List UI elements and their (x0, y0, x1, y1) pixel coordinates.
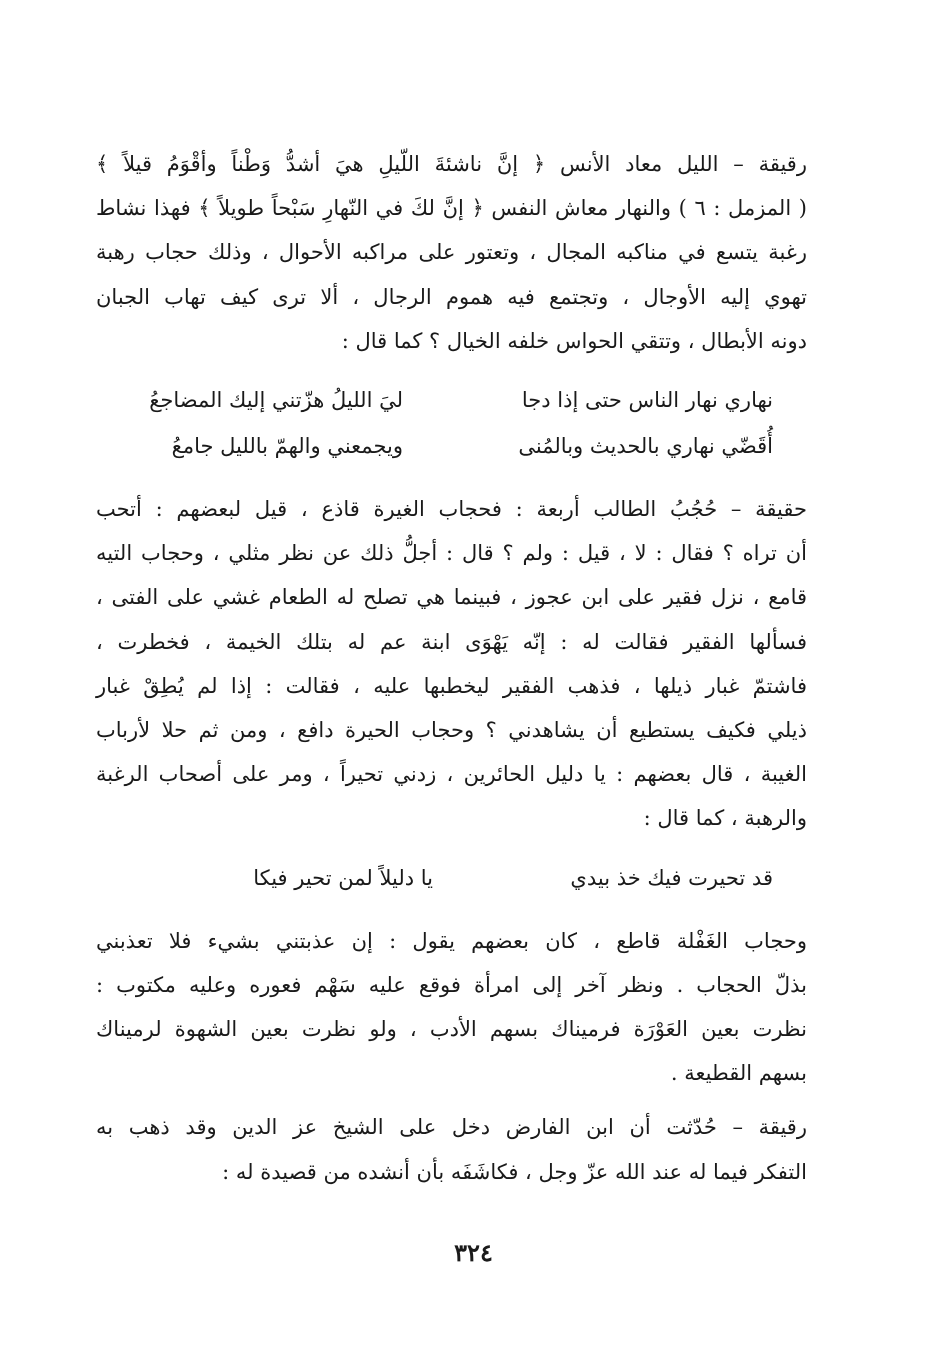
text-line: فاشتمّ غبار ذيلها ، فذهب الفقير ليخطبها عليه ، فقالت : إذا لم يُطِقْ غبار (96, 673, 807, 698)
verse-second-hemistich: ليَ الليلُ هزّتني إليك المضاجعُ (149, 388, 403, 413)
poem-verses-bewilderment (96, 855, 807, 901)
text-line: وحجاب الغَفْلة قاطع ، كان بعضهم يقول : إن عذبتني بشيء فلا تعذبني (96, 928, 807, 953)
text-line: فسألها الفقير فقالت له : إنّه يَهْوَى ابنة عم له بتلك الخيمة ، فخطرت ، (96, 629, 807, 654)
paragraph-ibn-al-farid (96, 1105, 807, 1193)
paragraph-veil-of-heedlessness (96, 919, 807, 1096)
text-line: والرهبة ، كما قال : (643, 806, 807, 831)
verse-second-hemistich: ويجمعني والهمّ بالليل جامعُ (171, 434, 403, 459)
text-line: التفكر فيما له عند الله عزّ وجل ، فكاشَفَه بأن أنشده من قصيدة له : (222, 1159, 807, 1184)
text-line: أن تراه ؟ فقال : لا ، قيل : ولم ؟ قال : أجلُّ ذلك عن نظر مثلي ، وحجاب التيه (96, 541, 807, 566)
poem-verse (96, 377, 773, 423)
text-line: رقيقة – حُدّثت أن ابن الفارض دخل على الشيخ عز الدين وقد ذهب به (96, 1115, 807, 1140)
text-line: ( المزمل : ٦ ) والنهار معاش النفس ﴿ إنَّ لكَ في النّهارِ سَبْحاً طويلاً ﴾ فهذا نشاط (96, 196, 807, 221)
text-line: ذيلي فكيف يستطيع أن يشاهدني ؟ وحجاب الحيرة دافع ، ومن ثم حلا لأرباب (96, 718, 807, 743)
paragraph-four-veils (96, 487, 807, 841)
verse-first-hemistich: قد تحيرت فيك خذ بيدي (570, 865, 773, 890)
text-line: رغبة يتسع في مناكبه المجال ، وتعتور على مراكبه الأحوال ، وذلك حجاب رهبة (96, 240, 807, 265)
text-line: الغيبة ، قال بعضهم : يا دليل الحائرين ، زدني تحيراً ، ومر على أصحاب الرغبة (96, 762, 807, 787)
page-number: ٣٢٤ (454, 1238, 493, 1267)
text-line: بذلّ الحجاب . ونظر آخر إلى امرأة فوقع عليه سَهْم فعوره وعليه مكتوب : (96, 972, 807, 997)
text-line: بسهم القطيعة . (670, 1061, 807, 1086)
text-line: دونه الأبطال ، وتتقي الحواس خلفه الخيال ؟ كما قال : (341, 328, 807, 353)
verse-first-hemistich: أُقَضّي نهاري بالحديث وبالمُنى (518, 434, 773, 459)
text-line: قامع ، نزل فقير على ابن عجوز ، فبينما هي تصلح له الطعام غشي على الفتى ، (96, 585, 807, 610)
poem-verse (96, 423, 773, 469)
paragraph-night-poem-intro (96, 142, 807, 363)
text-line: رقيقة – الليل معاد الأنس ﴿ إنَّ ناشئةَ اللّيلِ هيَ أشدُّ وَطْناً وأقْوَمُ قيلاً ﴾ (96, 152, 807, 176)
text-line: حقيقة – حُجُبُ الطالب أربعة : فحجاب الغيرة قاذع ، قيل لبعضهم : أتحب (96, 497, 807, 522)
verse-first-hemistich: نهاري نهار الناس حتى إذا دجا (521, 388, 773, 413)
text-line: تهوي إليه الأوجال ، وتجتمع فيه هموم الرجال ، ألا ترى كيف تهاب الجبان (96, 284, 807, 309)
text-line: نظرت بعين العَوْرَة فرميناك بسهم الأدب ، ولو نظرت بعين الشهوة لرميناك (96, 1017, 807, 1042)
poem-verse (96, 855, 773, 901)
poem-verses-night (96, 377, 807, 469)
verse-second-hemistich: يا دليلاً لمن تحير فيكا (253, 865, 433, 890)
